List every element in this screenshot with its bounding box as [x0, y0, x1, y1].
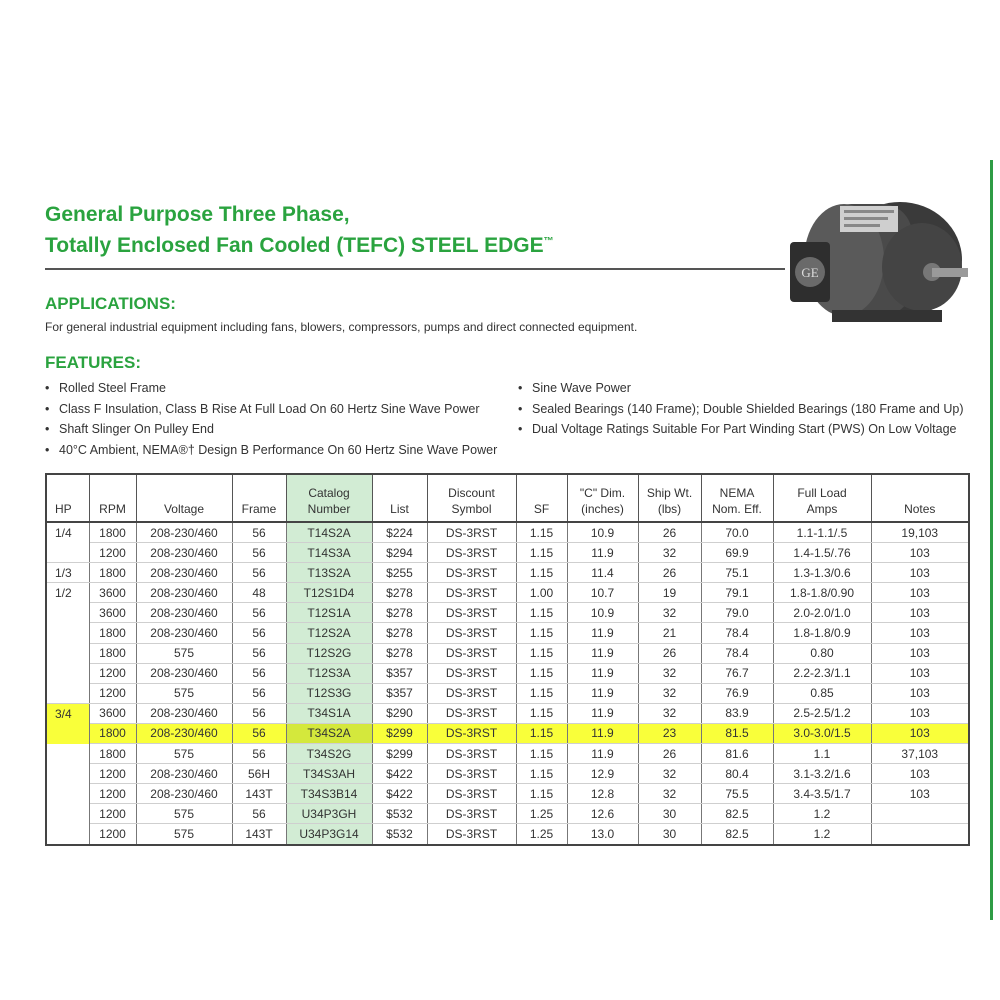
cell-list: $532 — [372, 824, 427, 845]
cell-notes: 103 — [871, 723, 969, 743]
feature-item: • 40°C Ambient, NEMA®† Design B Performance On 60 Hertz Sine Wave Power — [45, 440, 497, 461]
cell-c-dim: 11.9 — [567, 663, 638, 683]
cell-notes: 103 — [871, 563, 969, 583]
cell-nema-eff: 70.0 — [701, 522, 773, 543]
cell-nema-eff: 75.1 — [701, 563, 773, 583]
col-header-amps: Full Load Amps — [773, 474, 871, 522]
cell-nema-eff: 69.9 — [701, 543, 773, 563]
cell-c-dim: 11.9 — [567, 623, 638, 643]
cell-voltage: 208-230/460 — [136, 583, 232, 603]
cell-rpm: 1200 — [89, 543, 136, 563]
cell-catalog: T12S2G — [286, 643, 372, 663]
cell-list: $278 — [372, 603, 427, 623]
cell-nema-eff: 75.5 — [701, 784, 773, 804]
col-header-list: List — [372, 474, 427, 522]
cell-full-load-amps: 1.8-1.8/0.90 — [773, 583, 871, 603]
col-header-discount: Discount Symbol — [427, 474, 516, 522]
cell-rpm: 1800 — [89, 723, 136, 743]
cell-frame: 143T — [232, 784, 286, 804]
cell-hp — [46, 744, 89, 764]
cell-rpm: 3600 — [89, 603, 136, 623]
cell-discount: DS-3RST — [427, 723, 516, 743]
cell-hp — [46, 643, 89, 663]
cell-hp — [46, 804, 89, 824]
cell-catalog: T12S2A — [286, 623, 372, 643]
cell-rpm: 1200 — [89, 764, 136, 784]
cell-rpm: 3600 — [89, 703, 136, 723]
cell-voltage: 208-230/460 — [136, 522, 232, 543]
cell-ship-wt: 32 — [638, 784, 701, 804]
cell-discount: DS-3RST — [427, 744, 516, 764]
table-row — [46, 703, 969, 723]
cell-sf: 1.15 — [516, 703, 567, 723]
cell-voltage: 208-230/460 — [136, 784, 232, 804]
cell-c-dim: 11.9 — [567, 683, 638, 703]
cell-ship-wt: 23 — [638, 723, 701, 743]
cell-c-dim: 12.6 — [567, 804, 638, 824]
col-header-catalog: Catalog Number — [286, 474, 372, 522]
cell-nema-eff: 80.4 — [701, 764, 773, 784]
table-header-row — [46, 474, 969, 522]
cell-discount: DS-3RST — [427, 643, 516, 663]
feature-item: • Sealed Bearings (140 Frame); Double Shielded Bearings (180 Frame and Up) — [518, 399, 963, 420]
cell-frame: 56 — [232, 804, 286, 824]
cell-notes: 103 — [871, 683, 969, 703]
col-header-frame: Frame — [232, 474, 286, 522]
cell-full-load-amps: 1.2 — [773, 824, 871, 845]
cell-rpm: 3600 — [89, 583, 136, 603]
cell-voltage: 208-230/460 — [136, 764, 232, 784]
cell-notes: 103 — [871, 663, 969, 683]
cell-full-load-amps: 1.3-1.3/0.6 — [773, 563, 871, 583]
page-edge-accent — [990, 160, 993, 920]
cell-voltage: 208-230/460 — [136, 603, 232, 623]
motor-image — [782, 182, 972, 332]
cell-rpm: 1200 — [89, 804, 136, 824]
cell-frame: 143T — [232, 824, 286, 845]
cell-ship-wt: 26 — [638, 744, 701, 764]
cell-ship-wt: 32 — [638, 764, 701, 784]
features-left-list — [45, 378, 497, 460]
cell-catalog: T14S2A — [286, 522, 372, 543]
cell-c-dim: 11.9 — [567, 744, 638, 764]
cell-discount: DS-3RST — [427, 804, 516, 824]
cell-c-dim: 11.9 — [567, 703, 638, 723]
cell-hp — [46, 824, 89, 845]
feature-item: • Sine Wave Power — [518, 378, 963, 399]
cell-sf: 1.15 — [516, 764, 567, 784]
cell-ship-wt: 26 — [638, 522, 701, 543]
cell-hp — [46, 623, 89, 643]
table-row — [46, 663, 969, 683]
cell-voltage: 208-230/460 — [136, 663, 232, 683]
cell-rpm: 1200 — [89, 683, 136, 703]
svg-text:GE: GE — [801, 265, 819, 280]
cell-notes: 37,103 — [871, 744, 969, 764]
cell-frame: 56 — [232, 543, 286, 563]
cell-catalog: T12S3G — [286, 683, 372, 703]
cell-list: $422 — [372, 764, 427, 784]
cell-discount: DS-3RST — [427, 824, 516, 845]
cell-rpm: 1800 — [89, 623, 136, 643]
cell-discount: DS-3RST — [427, 784, 516, 804]
cell-catalog: T34S3B14 — [286, 784, 372, 804]
cell-list: $278 — [372, 623, 427, 643]
cell-frame: 56H — [232, 764, 286, 784]
motor-spec-table — [45, 473, 970, 846]
cell-catalog: T12S1D4 — [286, 583, 372, 603]
cell-ship-wt: 19 — [638, 583, 701, 603]
cell-c-dim: 10.9 — [567, 522, 638, 543]
cell-full-load-amps: 3.4-3.5/1.7 — [773, 784, 871, 804]
cell-frame: 48 — [232, 583, 286, 603]
cell-list: $290 — [372, 703, 427, 723]
cell-notes: 103 — [871, 623, 969, 643]
cell-c-dim: 11.9 — [567, 643, 638, 663]
cell-ship-wt: 26 — [638, 563, 701, 583]
cell-catalog: T12S1A — [286, 603, 372, 623]
cell-ship-wt: 32 — [638, 663, 701, 683]
col-header-hp: HP — [46, 474, 89, 522]
cell-discount: DS-3RST — [427, 603, 516, 623]
cell-voltage: 208-230/460 — [136, 723, 232, 743]
cell-hp: 3/4 — [46, 703, 89, 723]
trademark-symbol: ™ — [543, 236, 554, 247]
cell-frame: 56 — [232, 703, 286, 723]
cell-full-load-amps: 1.1 — [773, 744, 871, 764]
table-row — [46, 784, 969, 804]
cell-nema-eff: 79.0 — [701, 603, 773, 623]
feature-item: • Shaft Slinger On Pulley End — [45, 419, 497, 440]
table-row — [46, 543, 969, 563]
cell-rpm: 1200 — [89, 663, 136, 683]
cell-catalog: T34S2G — [286, 744, 372, 764]
cell-catalog: T34S2A — [286, 723, 372, 743]
cell-list: $255 — [372, 563, 427, 583]
table-row — [46, 603, 969, 623]
cell-c-dim: 13.0 — [567, 824, 638, 845]
cell-ship-wt: 30 — [638, 804, 701, 824]
cell-discount: DS-3RST — [427, 663, 516, 683]
applications-heading: APPLICATIONS: — [45, 294, 176, 313]
cell-full-load-amps: 2.0-2.0/1.0 — [773, 603, 871, 623]
cell-ship-wt: 26 — [638, 643, 701, 663]
cell-full-load-amps: 1.8-1.8/0.9 — [773, 623, 871, 643]
cell-rpm: 1800 — [89, 744, 136, 764]
cell-nema-eff: 76.9 — [701, 683, 773, 703]
cell-catalog: T14S3A — [286, 543, 372, 563]
cell-hp — [46, 663, 89, 683]
cell-frame: 56 — [232, 643, 286, 663]
cell-discount: DS-3RST — [427, 543, 516, 563]
cell-notes: 103 — [871, 703, 969, 723]
cell-nema-eff: 79.1 — [701, 583, 773, 603]
cell-sf: 1.15 — [516, 643, 567, 663]
cell-rpm: 1800 — [89, 643, 136, 663]
cell-full-load-amps: 1.4-1.5/.76 — [773, 543, 871, 563]
cell-discount: DS-3RST — [427, 703, 516, 723]
cell-list: $299 — [372, 723, 427, 743]
cell-sf: 1.25 — [516, 804, 567, 824]
cell-hp — [46, 543, 89, 563]
cell-ship-wt: 32 — [638, 603, 701, 623]
cell-rpm: 1800 — [89, 563, 136, 583]
cell-ship-wt: 30 — [638, 824, 701, 845]
table-row — [46, 824, 969, 845]
cell-c-dim: 12.8 — [567, 784, 638, 804]
cell-ship-wt: 32 — [638, 683, 701, 703]
cell-nema-eff: 81.5 — [701, 723, 773, 743]
cell-rpm: 1200 — [89, 824, 136, 845]
cell-c-dim: 11.9 — [567, 543, 638, 563]
feature-item: • Rolled Steel Frame — [45, 378, 497, 399]
cell-frame: 56 — [232, 522, 286, 543]
cell-voltage: 575 — [136, 824, 232, 845]
table-body — [46, 522, 969, 845]
cell-nema-eff: 78.4 — [701, 623, 773, 643]
cell-voltage: 575 — [136, 683, 232, 703]
cell-list: $299 — [372, 744, 427, 764]
cell-sf: 1.15 — [516, 663, 567, 683]
cell-sf: 1.15 — [516, 563, 567, 583]
table-row — [46, 804, 969, 824]
table-row — [46, 723, 969, 743]
cell-list: $278 — [372, 643, 427, 663]
cell-hp — [46, 603, 89, 623]
cell-hp — [46, 723, 89, 743]
cell-notes: 103 — [871, 543, 969, 563]
cell-voltage: 208-230/460 — [136, 703, 232, 723]
cell-catalog: T34S1A — [286, 703, 372, 723]
cell-voltage: 208-230/460 — [136, 543, 232, 563]
col-header-voltage: Voltage — [136, 474, 232, 522]
cell-frame: 56 — [232, 744, 286, 764]
cell-hp — [46, 683, 89, 703]
cell-list: $422 — [372, 784, 427, 804]
cell-voltage: 208-230/460 — [136, 623, 232, 643]
table-row — [46, 522, 969, 543]
cell-c-dim: 12.9 — [567, 764, 638, 784]
cell-voltage: 208-230/460 — [136, 563, 232, 583]
cell-list: $357 — [372, 683, 427, 703]
cell-c-dim: 11.9 — [567, 723, 638, 743]
cell-full-load-amps: 3.0-3.0/1.5 — [773, 723, 871, 743]
features-heading: FEATURES: — [45, 353, 142, 372]
cell-frame: 56 — [232, 723, 286, 743]
cell-catalog: T12S3A — [286, 663, 372, 683]
cell-nema-eff: 82.5 — [701, 804, 773, 824]
cell-discount: DS-3RST — [427, 623, 516, 643]
cell-nema-eff: 82.5 — [701, 824, 773, 845]
col-header-shipwt: Ship Wt. (lbs) — [638, 474, 701, 522]
cell-notes — [871, 824, 969, 845]
cell-notes: 103 — [871, 764, 969, 784]
col-header-rpm: RPM — [89, 474, 136, 522]
cell-hp: 1/3 — [46, 563, 89, 583]
cell-list: $532 — [372, 804, 427, 824]
table-row — [46, 744, 969, 764]
table-row — [46, 683, 969, 703]
cell-discount: DS-3RST — [427, 683, 516, 703]
title-line-1: General Purpose Three Phase, — [45, 203, 350, 226]
cell-frame: 56 — [232, 603, 286, 623]
cell-hp — [46, 764, 89, 784]
cell-list: $278 — [372, 583, 427, 603]
cell-rpm: 1200 — [89, 784, 136, 804]
cell-nema-eff: 81.6 — [701, 744, 773, 764]
table-row — [46, 623, 969, 643]
feature-item: • Class F Insulation, Class B Rise At Full Load On 60 Hertz Sine Wave Power — [45, 399, 497, 420]
title-line-2: Totally Enclosed Fan Cooled (TEFC) STEEL EDGE — [45, 234, 544, 257]
cell-nema-eff: 78.4 — [701, 643, 773, 663]
cell-full-load-amps: 1.1-1.1/.5 — [773, 522, 871, 543]
cell-notes: 103 — [871, 784, 969, 804]
cell-c-dim: 10.9 — [567, 603, 638, 623]
cell-voltage: 575 — [136, 804, 232, 824]
table-row — [46, 643, 969, 663]
cell-sf: 1.15 — [516, 683, 567, 703]
cell-hp — [46, 784, 89, 804]
cell-full-load-amps: 0.80 — [773, 643, 871, 663]
cell-catalog: U34P3G14 — [286, 824, 372, 845]
cell-ship-wt: 32 — [638, 703, 701, 723]
cell-full-load-amps: 1.2 — [773, 804, 871, 824]
cell-notes: 19,103 — [871, 522, 969, 543]
cell-hp: 1/2 — [46, 583, 89, 603]
col-header-notes: Notes — [871, 474, 969, 522]
cell-catalog: T34S3AH — [286, 764, 372, 784]
title-divider — [45, 268, 785, 270]
page-title — [45, 201, 554, 259]
cell-sf: 1.15 — [516, 603, 567, 623]
cell-sf: 1.15 — [516, 522, 567, 543]
table-row — [46, 583, 969, 603]
cell-notes: 103 — [871, 583, 969, 603]
cell-notes — [871, 804, 969, 824]
table-row — [46, 764, 969, 784]
cell-sf: 1.00 — [516, 583, 567, 603]
cell-list: $224 — [372, 522, 427, 543]
cell-sf: 1.15 — [516, 623, 567, 643]
cell-hp: 1/4 — [46, 522, 89, 543]
cell-rpm: 1800 — [89, 522, 136, 543]
cell-catalog: T13S2A — [286, 563, 372, 583]
cell-sf: 1.15 — [516, 543, 567, 563]
cell-discount: DS-3RST — [427, 583, 516, 603]
cell-voltage: 575 — [136, 744, 232, 764]
cell-full-load-amps: 0.85 — [773, 683, 871, 703]
table-row — [46, 563, 969, 583]
cell-list: $357 — [372, 663, 427, 683]
cell-sf: 1.15 — [516, 723, 567, 743]
features-right-list — [518, 378, 963, 440]
feature-item: • Dual Voltage Ratings Suitable For Part Winding Start (PWS) On Low Voltage — [518, 419, 963, 440]
cell-notes: 103 — [871, 603, 969, 623]
cell-discount: DS-3RST — [427, 764, 516, 784]
cell-c-dim: 10.7 — [567, 583, 638, 603]
cell-list: $294 — [372, 543, 427, 563]
cell-full-load-amps: 2.2-2.3/1.1 — [773, 663, 871, 683]
cell-discount: DS-3RST — [427, 522, 516, 543]
cell-frame: 56 — [232, 563, 286, 583]
cell-ship-wt: 21 — [638, 623, 701, 643]
cell-nema-eff: 76.7 — [701, 663, 773, 683]
cell-catalog: U34P3GH — [286, 804, 372, 824]
cell-full-load-amps: 3.1-3.2/1.6 — [773, 764, 871, 784]
col-header-sf: SF — [516, 474, 567, 522]
cell-sf: 1.25 — [516, 824, 567, 845]
cell-c-dim: 11.4 — [567, 563, 638, 583]
cell-frame: 56 — [232, 683, 286, 703]
applications-text: For general industrial equipment including fans, blowers, compressors, pumps and direct connected equipment. — [45, 320, 638, 334]
cell-ship-wt: 32 — [638, 543, 701, 563]
col-header-nema-eff: NEMA Nom. Eff. — [701, 474, 773, 522]
cell-full-load-amps: 2.5-2.5/1.2 — [773, 703, 871, 723]
cell-sf: 1.15 — [516, 784, 567, 804]
cell-nema-eff: 83.9 — [701, 703, 773, 723]
cell-frame: 56 — [232, 663, 286, 683]
cell-sf: 1.15 — [516, 744, 567, 764]
cell-discount: DS-3RST — [427, 563, 516, 583]
cell-frame: 56 — [232, 623, 286, 643]
cell-voltage: 575 — [136, 643, 232, 663]
cell-notes: 103 — [871, 643, 969, 663]
col-header-cdim: "C" Dim. (inches) — [567, 474, 638, 522]
